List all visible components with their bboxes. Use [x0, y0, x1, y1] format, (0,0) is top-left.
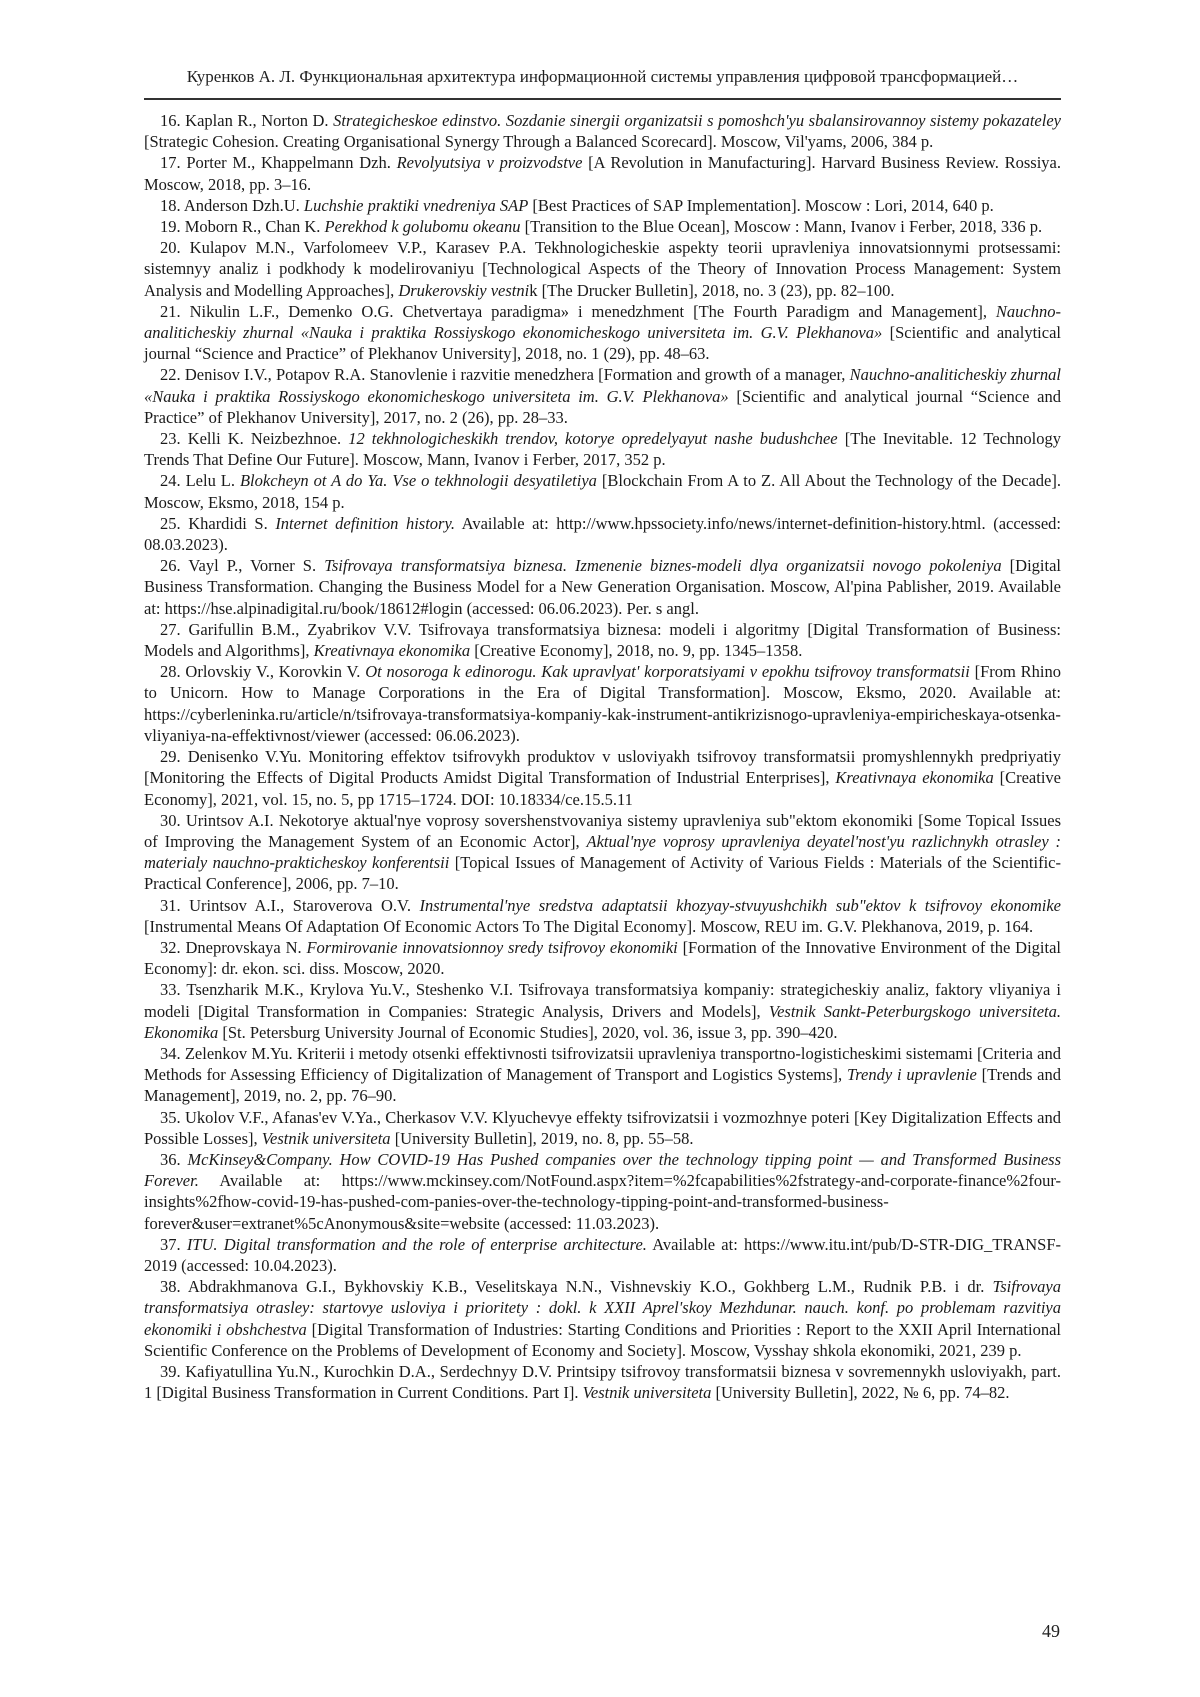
reference-item — [144, 1043, 1061, 1107]
reference-item — [144, 619, 1061, 661]
reference-text: [Scientific and analytical journal “Science and Practice” of Plekhanov University], 2018, no. 1 (29), pp. 48–63. — [144, 323, 1061, 364]
reference-text: 20. Kulapov M.N., Varfolomeev V.P., Karasev P.A. Tekhnologicheskie aspekty teorii upravleniya innovatsionnymi protsessami: sistemnyy analiz i podkhody k modelirovaniyu [Technological Aspects of the Theory of Innovation Process Management: System Analysis and Modelling Approaches], — [144, 238, 1061, 300]
running-head: Куренков А. Л. Функциональная архитектура информационной системы управления цифровой трансформацией… — [186, 67, 1019, 86]
reference-item — [144, 746, 1061, 810]
reference-text: Available at: http://www.hpssociety.info/news/internet-definition-history.html. (accessed: 08.03.2023). — [144, 513, 1061, 555]
reference-text: [Strategic Cohesion. Creating Organisational Synergy Through a Balanced Scorecard]. Moscow, Vil'yams, 2006, 384 p. — [144, 132, 934, 152]
reference-title: 12 tekhnologicheskikh trendov, kotorye opredelyayut nashe budushchee — [348, 429, 838, 449]
reference-item — [144, 195, 1061, 216]
reference-text: 37. — [160, 1234, 187, 1254]
reference-text: 35. Ukolov V.F., Afanas'ev V.Ya., Cherkasov V.V. Klyuchevye effekty tsifrovizatsii i vozmozhnye poteri [Key Digitalization Effects and Possible Losses], — [144, 1107, 1061, 1148]
reference-item — [144, 979, 1061, 1043]
reference-text: [A Revolution in Manufacturing]. Harvard Business Review. Rossiya. Moscow, 2018, pp. 3–16. — [144, 153, 1061, 194]
reference-title: Drukerovskiy vestni — [398, 280, 530, 300]
reference-title: Trendy i upravlenie — [846, 1065, 977, 1085]
reference-title: Luchshie praktiki vnedreniya SAP — [303, 195, 529, 215]
reference-text: 26. Vayl P., Vorner S. — [160, 556, 325, 576]
reference-title: Kreativnaya ekonomika — [835, 768, 994, 788]
reference-title: Vestnik universiteta — [582, 1383, 712, 1403]
reference-item — [144, 513, 1061, 555]
reference-text: 17. Porter M., Khappelmann Dzh. — [160, 153, 397, 173]
reference-item — [144, 1149, 1061, 1234]
reference-title: Kreativnaya ekonomika — [313, 641, 471, 661]
reference-title: Revolyutsiya v proizvodstve — [396, 153, 583, 173]
reference-text: 34. Zelenkov M.Yu. Kriterii i metody otsenki effektivnosti tsifrovizatsii upravleniya transportno-logisticheskimi sistemami [Criteria and Methods for Assessing Efficiency of Digitalization of Management of Transport and Logistics Systems], — [144, 1043, 1061, 1085]
reference-item — [144, 661, 1061, 746]
reference-text: 22. Denisov I.V., Potapov R.A. Stanovlenie i razvitie menedzhera [Formation and growth of a manager, — [160, 365, 850, 385]
reference-text: Available at: https://www.itu.int/pub/D-STR-DIG_TRANSF-2019 (accessed: 10.04.2023). — [144, 1234, 1061, 1275]
reference-item — [144, 810, 1061, 895]
reference-title: Tsifrovaya transformatsiya biznesa. Izmenenie biznes-modeli dlya organizatsii novogo pokoleniya — [324, 556, 1002, 576]
reference-title: Strategicheskoe edinstvo. Sozdanie sinergii organizatsii s pomoshch'yu sbalansirovannoy sistemy pokazateley — [333, 111, 1061, 130]
reference-title: McKinsey&Company. How COVID-19 Has Pushed companies over the technology tipping point — and Transformed Business Forever. — [144, 1149, 1062, 1191]
reference-title: Instrumental'nye sredstva adaptatsii khozyay-stvuyushchikh sub"ektov k tsifrovoy ekonomike — [419, 895, 1061, 915]
reference-item — [144, 364, 1061, 428]
reference-text: [University Bulletin], 2022, № 6, pp. 74–82. — [711, 1383, 1010, 1403]
reference-text: [Digital Business Transformation. Changing the Business Model for a New Generation Organisation. Moscow, Al'pina Pablisher, 2019. Available at: https://hse.alpinadigital.ru/book/18612#login (accessed: 06.06.2023). Per. s angl. — [144, 556, 1061, 618]
reference-title: Aktual'nye voprosy upravleniya deyatel'nost'yu razlichnykh otrasley : materialy nauchno-prakticheskoy konferentsii — [144, 831, 1061, 873]
reference-item — [144, 1361, 1061, 1403]
reference-text: 28. Orlovskiy V., Korovkin V. — [160, 662, 366, 682]
reference-text: 36. — [160, 1149, 188, 1169]
reference-item — [144, 428, 1061, 470]
reference-text: [Trends and Management], 2019, no. 2, pp. 76–90. — [144, 1065, 1062, 1106]
page-number: 49 — [1042, 1621, 1060, 1641]
reference-text: 24. Lelu L. — [160, 471, 240, 491]
reference-item — [144, 937, 1061, 979]
reference-item — [144, 470, 1061, 512]
reference-text: 19. Moborn R., Chan K. — [160, 217, 325, 237]
reference-item — [144, 1276, 1061, 1361]
reference-text: 29. Denisenko V.Yu. Monitoring effektov tsifrovykh produktov v usloviyakh tsifrovoy transformatsii promyshlennykh predpriyatiy [Monitoring the Effects of Digital Products Amidst Digital Transformation of Industrial Enterprises], — [144, 747, 1061, 788]
reference-title: ITU. Digital transformation and the role of enterprise architecture. — [186, 1234, 647, 1254]
reference-text: 33. Tsenzharik M.K., Krylova Yu.V., Steshenko V.I. Tsifrovaya transformatsiya kompaniy: strategicheskiy analiz, faktory vliyaniya i modeli [Digital Transformation in Companies: Strategic Analysis, Drivers and Models], — [144, 980, 1061, 1021]
reference-text: 32. Dneprovskaya N. — [160, 937, 307, 957]
reference-text: [Blockchain From A to Z. All About the Technology of the Decade]. Moscow, Eksmo, 2018, 154 p. — [144, 471, 1061, 512]
reference-text: 23. Kelli K. Neizbezhnoe. — [160, 429, 349, 449]
reference-text: [Topical Issues of Management of Activity of Various Fields : Materials of the Scientific-Practical Conference], 2006, pp. 7–10. — [144, 853, 1061, 894]
reference-item — [144, 1234, 1061, 1276]
header-rule — [144, 98, 1061, 100]
reference-text: [The Inevitable. 12 Technology Trends That Define Our Future]. Moscow, Mann, Ivanov i Ferber, 2017, 352 p. — [144, 429, 1061, 470]
reference-text: [Instrumental Means Of Adaptation Of Economic Actors To The Digital Economy]. Moscow, REU im. G.V. Plekhanova, 2019, p. 164. — [144, 916, 1034, 936]
reference-item — [144, 110, 1061, 152]
reference-text: k [The Drucker Bulletin], 2018, no. 3 (23), pp. 82–100. — [529, 280, 895, 300]
reference-text: 16. Kaplan R., Norton D. — [160, 111, 334, 130]
reference-item — [144, 301, 1061, 365]
reference-item — [144, 555, 1061, 619]
reference-item — [144, 216, 1061, 237]
reference-text: 21. Nikulin L.F., Demenko O.G. Chetvertaya paradigma» i menedzhment [The Fourth Paradigm and Management], — [160, 301, 996, 321]
reference-title: Internet definition history. — [275, 513, 455, 533]
reference-text: [Formation of the Innovative Environment of the Digital Economy]: dr. ekon. sci. diss. Moscow, 2020. — [144, 937, 1061, 979]
reference-text: 38. Abdrakhmanova G.I., Bykhovskiy K.B., Veselitskaya N.N., Vishnevskiy K.O., Gokhberg L.M., Rudnik P.B. i dr. — [160, 1277, 993, 1297]
reference-text: 25. Khardidi S. — [160, 513, 276, 533]
reference-title: Perekhod k golubomu okeanu — [324, 217, 521, 237]
reference-text: [Creative Economy], 2021, vol. 15, no. 5, pp 1715–1724. DOI: 10.18334/ce.15.5.11 — [144, 768, 1061, 809]
reference-text: [Transition to the Blue Ocean], Moscow : Mann, Ivanov i Ferber, 2018, 336 p. — [520, 217, 1043, 237]
reference-title: Nauchno-analiticheskiy zhurnal «Nauka i praktika Rossiyskogo ekonomicheskogo universiteta im. G.V. Plekhanova» — [144, 365, 1061, 406]
reference-text: 27. Garifullin B.M., Zyabrikov V.V. Tsifrovaya transformatsiya biznesa: modeli i algoritmy [Digital Transformation of Business: Models and Algorithms], — [144, 619, 1061, 661]
reference-text: 30. Urintsov A.I. Nekotorye aktual'nye voprosy sovershenstvovaniya sistemy upravleniya sub"ektom ekonomiki [Some Topical Issues of Improving the Management System of an Economic Actor], — [144, 810, 1061, 851]
reference-title: Blokcheyn ot A do Ya. Vse o tekhnologii desyatiletiya — [239, 471, 597, 491]
reference-item — [144, 1107, 1061, 1149]
reference-text: 39. Kafiyatullina Yu.N., Kurochkin D.A., Serdechnyy D.V. Printsipy tsifrovoy transformatsii biznesa v sovremennykh usloviyakh, part. 1 [Digital Business Transformation in Current Conditions. Part I]. — [144, 1361, 1061, 1403]
reference-text: 31. Urintsov A.I., Staroverova O.V. — [160, 895, 420, 915]
reference-text: [From Rhino to Unicorn. How to Manage Corporations in the Era of Digital Transformation]. Moscow, Eksmo, 2020. Available at: https://cyberleninka.ru/article/n/tsifrovaya-transformatsiya-kompaniy-kak-instrument-antikrizisnogo-upravleniya-empiricheskaya-otsenka-vliyaniya-na-effektivnost/viewer (accessed: 06.06.2023). — [144, 662, 1061, 745]
reference-text: [Scientific and analytical journal “Science and Practice” of Plekhanov University], 2017, no. 2 (26), pp. 28–33. — [144, 386, 1061, 427]
reference-text: [Best Practices of SAP Implementation]. Moscow : Lori, 2014, 640 p. — [528, 195, 994, 215]
reference-text: 18. Anderson Dzh.U. — [160, 195, 304, 215]
reference-title: Ot nosoroga k edinorogu. Kak upravlyat' korporatsiyami v epokhu tsifrovoy transformatsii — [365, 662, 970, 682]
reference-item — [144, 895, 1061, 937]
reference-text: [University Bulletin], 2019, no. 8, pp. 55–58. — [390, 1128, 694, 1148]
reference-title: Formirovanie innovatsionnoy sredy tsifrovoy ekonomiki — [306, 937, 678, 957]
reference-title: Vestnik universiteta — [261, 1128, 391, 1148]
reference-title: Tsifrovaya transformatsiya otrasley: startovye usloviya i prioritety : dokl. k XXII Aprel'skoy Mezhdunar. nauch. konf. po problemam razvitiya ekonomiki i obshchestva — [144, 1277, 1061, 1339]
reference-text: [St. Petersburg University Journal of Economic Studies], 2020, vol. 36, issue 3, pp. 390–420. — [218, 1022, 838, 1042]
reference-item — [144, 237, 1061, 301]
reference-text: [Creative Economy], 2018, no. 9, pp. 1345–1358. — [470, 641, 803, 661]
reference-title: Nauchno-analiticheskiy zhurnal «Nauka i praktika Rossiyskogo ekonomicheskogo universiteta im. G.V. Plekhanova» — [144, 301, 1061, 343]
reference-text: [Digital Transformation of Industries: Starting Conditions and Priorities : Report to the XXII April International Scientific Conference on the Problems of Development of Economy and Society]. Moscow, Vysshay shkola ekonomiki, 2021, 239 p. — [144, 1319, 1061, 1360]
reference-item — [144, 152, 1061, 194]
reference-text: Available at: https://www.mckinsey.com/NotFound.aspx?item=%2fcapabilities%2fstrategy-and-corporate-finance%2four-insights%2fhow-covid-19-has-pushed-com-panies-over-the-technology-tipping-point-and-transformed-business-forever&user=extranet%5cAnonymous&site=website (accessed: 11.03.2023). — [144, 1171, 1061, 1233]
reference-title: Vestnik Sankt-Peterburgskogo universiteta. Ekonomika — [144, 1001, 1061, 1042]
reference-list — [144, 110, 1061, 1403]
